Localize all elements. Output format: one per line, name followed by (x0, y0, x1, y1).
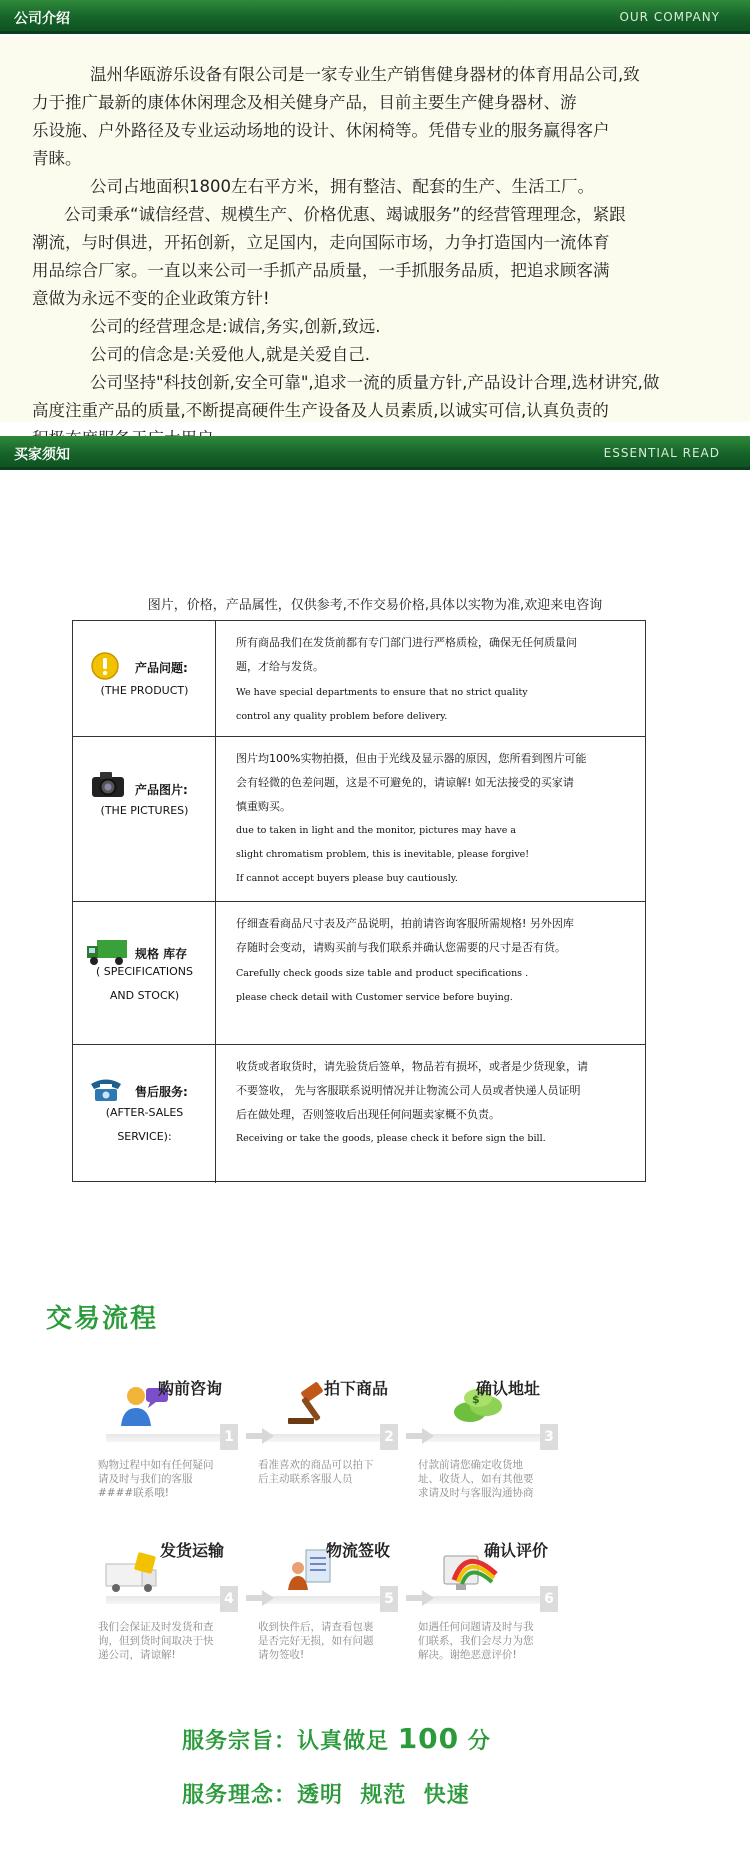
process-step (258, 1376, 408, 1526)
notice-label-en-line: AND STOCK) (109, 989, 180, 1002)
arrow-right-icon (246, 1428, 274, 1444)
process-step-title: 物流签收 (326, 1541, 391, 1560)
intro-line: 公司占地面积1800左右平方米，拥有整洁、配套的生产、生活工厂。 (90, 177, 594, 196)
notice-content-cell (216, 621, 645, 736)
notice-en-line: Receiving or take the goods, please check it before sign the bill. (236, 1133, 546, 1144)
slogan-1-prefix: 服务宗旨：认真做足 (182, 1729, 390, 1754)
notice-label-cell (73, 621, 216, 736)
process-step-title: 确认评价 (484, 1541, 549, 1560)
process-step (98, 1538, 248, 1688)
notice-label-en (73, 799, 216, 823)
intro-line: 温州华瓯游乐设备有限公司是一家专业生产销售健身器材的体育用品公司,致 (90, 65, 640, 84)
process-step-title: 拍下商品 (324, 1379, 389, 1398)
process-step-title: 购前咨询 (158, 1379, 223, 1398)
notice-cn-line: 存随时会变动，请购买前与我们联系并确认您需要的尺寸是否有货。 (236, 941, 566, 954)
notice-section-title: 买家须知 (14, 447, 70, 463)
notice-en-line: due to taken in light and the monitor, pictures may have a (236, 825, 517, 836)
process-step-description: 看准喜欢的商品可以拍下后主动联系客服人员 (258, 1459, 374, 1485)
notice-subtitle: 图片，价格，产品属性，仅供参考,不作交易价格,具体以实物为准,欢迎来电咨询 (147, 598, 603, 613)
arrow-right-icon (406, 1590, 434, 1606)
arrow-right-icon (406, 1428, 434, 1444)
intro-line: 意做为永远不变的企业政策方针! (32, 289, 270, 308)
process-step-description: 付款前请您确定收货地址、收货人，如有其他要求请及时与客服沟通协商 (418, 1459, 534, 1499)
process-step-divider (106, 1596, 236, 1604)
notice-cn-line: 收货或者取货时，请先验货后签单，物品若有损坏，或者是少货现象，请 (236, 1060, 588, 1073)
notice-label-cn: 产品图片: (135, 783, 188, 797)
process-step-divider (266, 1434, 396, 1442)
intro-line: 高度注重产品的质量,不断提高硬件生产设备及人员素质,以诚实可信,认真负责的 (32, 401, 609, 420)
notice-label-cell (73, 1045, 216, 1183)
process-step (418, 1538, 568, 1688)
process-step-divider (106, 1434, 236, 1442)
process-step-title: 发货运输 (160, 1541, 225, 1560)
notice-en-line: If cannot accept buyers please buy cautiously. (236, 873, 458, 884)
notice-label-en (73, 960, 216, 1008)
process-step-number: 4 (220, 1586, 238, 1612)
notice-cn-line: 后在做处理，否则签收后出现任何问题卖家概不负责。 (236, 1108, 500, 1121)
notice-cn-line: 图片均100%实物拍摄，但由于光线及显示器的原因，您所看到图片可能 (236, 752, 587, 765)
process-step (418, 1376, 568, 1526)
notice-content-cell (216, 902, 645, 1044)
company-section-title: 公司介绍 (14, 11, 70, 27)
svg-text:$: $ (472, 1393, 480, 1406)
notice-en-line: control any quality problem before delivery. (236, 711, 448, 722)
notice-header-bar (0, 436, 750, 470)
notice-label-cn: 规格 库存 (135, 947, 188, 961)
notice-label-en-line: (THE PRODUCT) (100, 684, 189, 697)
notice-cn-line: 题，才给与发货。 (236, 660, 324, 673)
process-step-divider (426, 1434, 556, 1442)
process-step-divider (266, 1596, 396, 1604)
notice-content-cell (216, 737, 645, 901)
intro-line: 乐设施、户外路径及专业运动场地的设计、休闲椅等。凭借专业的服务赢得客户 (32, 121, 610, 140)
slogan-1-number: 100 (397, 1722, 460, 1755)
intro-line: 公司的经营理念是:诚信,务实,创新,致远. (90, 317, 381, 336)
process-step-number: 5 (380, 1586, 398, 1612)
notice-label-en (73, 679, 216, 703)
intro-line: 青睐。 (32, 149, 82, 168)
process-step-number: 6 (540, 1586, 558, 1612)
notice-row (73, 1045, 645, 1183)
company-header-bar (0, 0, 750, 34)
notice-label-en-line: ( SPECIFICATIONS (95, 965, 194, 978)
notice-row (73, 902, 645, 1045)
notice-table (72, 620, 646, 1182)
slogan-1-suffix: 分 (467, 1729, 491, 1754)
notice-label-en-line: (AFTER-SALES (105, 1106, 184, 1119)
process-step-description: 收到快件后，请查看包裹是否完好无损，如有问题请勿签收! (258, 1621, 374, 1661)
process-step-number: 1 (220, 1424, 238, 1450)
notice-cn-line: 慎重购买。 (236, 800, 291, 813)
notice-en-line: Carefully check goods size table and product specifications . (236, 968, 529, 979)
process-step-divider (426, 1596, 556, 1604)
notice-row (73, 621, 645, 737)
notice-label-en-line: (THE PICTURES) (100, 804, 189, 817)
notice-content-cell (216, 1045, 645, 1183)
company-intro-text (32, 61, 748, 453)
notice-label-cn: 产品问题: (135, 661, 188, 675)
intro-line: 公司坚持"科技创新,安全可靠",追求一流的质量方针,产品设计合理,选材讲究,做 (90, 373, 660, 392)
notice-en-line: We have special departments to ensure that no strict quality (236, 687, 528, 698)
company-section-en-title: OUR COMPANY (619, 10, 720, 24)
camera-icon (90, 769, 126, 803)
notice-label-cell (73, 902, 216, 1044)
service-slogan-1 (182, 1722, 491, 1755)
notice-cn-line: 所有商品我们在发货前都有专门部门进行严格质检，确保无任何质量问 (236, 636, 577, 649)
process-step-title: 确认地址 (476, 1379, 541, 1398)
intro-line: 用品综合厂家。一直以来公司一手抓产品质量，一手抓服务品质，把追求顾客满 (32, 261, 610, 280)
process-step (98, 1376, 248, 1526)
intro-line: 潮流，与时俱进，开拓创新，立足国内，走向国际市场，力争打造国内一流体育 (32, 233, 610, 252)
notice-label-cn: 售后服务: (135, 1085, 188, 1099)
process-step-description: 我们会保证及时发货和查询，但到货时间取决于快递公司，请谅解! (98, 1621, 214, 1661)
process-step-description: 如遇任何问题请及时与我们联系，我们会尽力为您解决。谢绝恶意评价! (418, 1621, 534, 1661)
notice-section-en-title: ESSENTIAL READ (603, 446, 720, 460)
process-title: 交易流程 (46, 1304, 159, 1334)
notice-label-en-line: SERVICE): (117, 1130, 172, 1143)
intro-line: 公司的信念是:关爱他人,就是关爱自己. (90, 345, 371, 364)
notice-cn-line: 不要签收， 先与客服联系说明情况并让物流公司人员或者快递人员证明 (236, 1084, 581, 1097)
notice-row (73, 737, 645, 902)
intro-line: 力于推广最新的康体休闲理念及相关健身产品，目前主要生产健身器材、游 (32, 93, 577, 112)
delivery-truck-icon (102, 1550, 162, 1600)
notice-en-line: slight chromatism problem, this is inevitable, please forgive! (236, 849, 530, 860)
service-slogan-2: 服务理念：透明 规范 快速 (182, 1783, 470, 1808)
notice-label-en (73, 1101, 216, 1149)
process-step-number: 2 (380, 1424, 398, 1450)
arrow-right-icon (246, 1590, 274, 1606)
company-intro (0, 37, 750, 422)
process-step-number: 3 (540, 1424, 558, 1450)
process-step (258, 1538, 408, 1688)
intro-line: 公司秉承“诚信经营、规模生产、价格优惠、竭诚服务”的经营管理理念，紧跟 (64, 205, 626, 224)
notice-cn-line: 仔细查看商品尺寸表及产品说明，拍前请咨询客服所需规格! 另外因库 (236, 917, 574, 930)
notice-en-line: please check detail with Customer service before buying. (236, 992, 513, 1003)
notice-label-cell (73, 737, 216, 901)
process-step-description: 购物过程中如有任何疑问请及时与我们的客服####联系哦! (98, 1459, 214, 1499)
notice-cn-line: 会有轻微的色差问题，这是不可避免的，请谅解! 如无法接受的买家请 (236, 776, 574, 789)
